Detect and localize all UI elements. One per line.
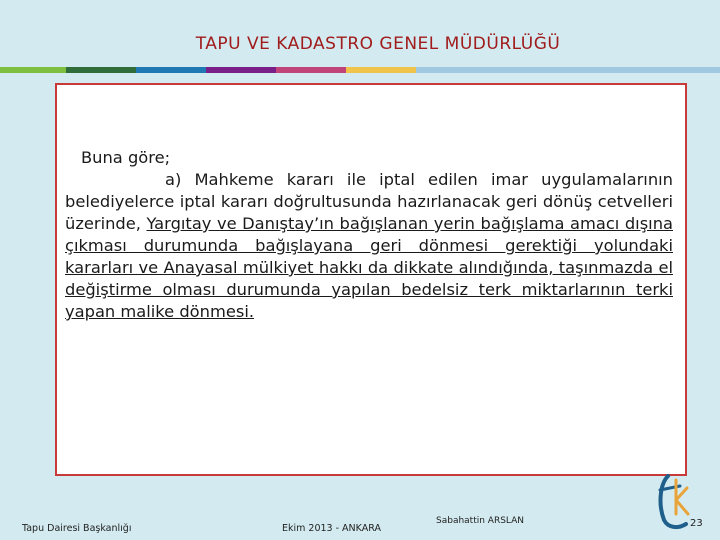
stripe-segment xyxy=(0,67,66,73)
header-color-stripe xyxy=(0,67,720,73)
stripe-segment xyxy=(346,67,416,73)
tk-logo-icon xyxy=(656,474,690,530)
intro-text: Buna göre; xyxy=(81,148,171,167)
footer-date-location: Ekim 2013 - ANKARA xyxy=(282,523,381,534)
stripe-segment xyxy=(136,67,206,73)
stripe-segment xyxy=(276,67,346,73)
footer-author: Sabahattin ARSLAN xyxy=(436,516,525,526)
item-label: a) xyxy=(165,170,182,189)
stripe-segment xyxy=(416,67,720,73)
content-text xyxy=(65,147,673,323)
stripe-segment xyxy=(66,67,136,73)
stripe-segment xyxy=(206,67,276,73)
body-underlined-text: Yargıtay ve Danıştay’ın bağışlanan yerin bağışlama amacı dışına çıkması durumunda bağışlayana geri dönmesi gerektiği yolundaki kararları ve Anayasal mülkiyet hakkı da dikkate alındığında, taşınmazda el değiştirme olması durumunda yapılan bedelsiz terk miktarlarının terki yapan malike dönmesi. xyxy=(65,214,673,321)
content-box xyxy=(55,83,687,476)
page-title: TAPU VE KADASTRO GENEL MÜDÜRLÜĞÜ xyxy=(195,34,561,54)
footer-department: Tapu Dairesi Başkanlığı xyxy=(22,523,132,534)
page-number: 23 xyxy=(690,518,703,529)
body-paragraph xyxy=(65,169,673,323)
body-plain-text: Mahkeme kararı ile iptal edilen imar uygulamalarının belediyelerce iptal kararı doğrultusunda hazırlanacak geri dönüş cetvelleri üzerinde, xyxy=(65,170,673,233)
